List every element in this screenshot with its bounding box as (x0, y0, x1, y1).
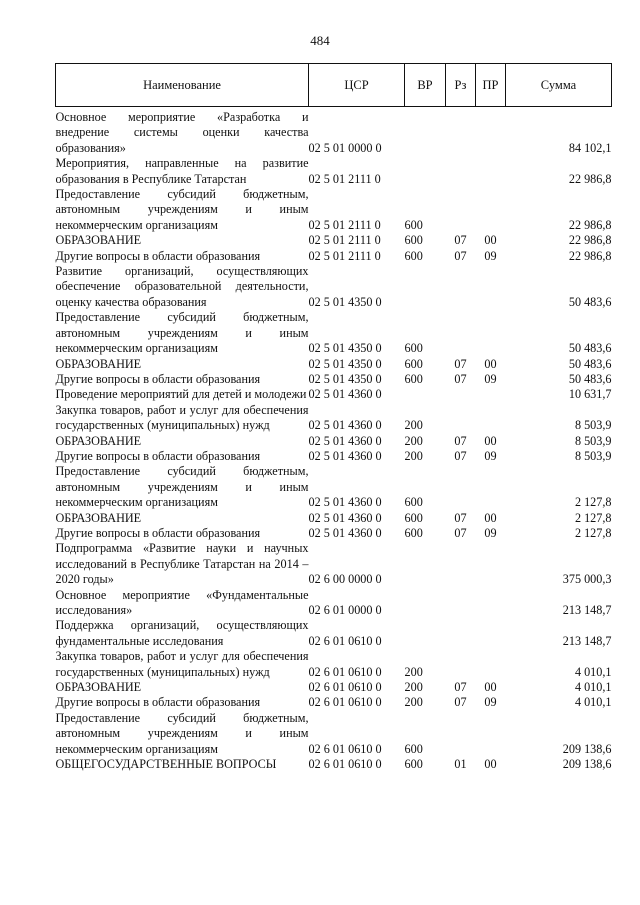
cell-name: Закупка товаров, работ и услуг для обеспечения государственных (муниципальных) нужд (55, 402, 309, 433)
cell-rz (446, 264, 476, 310)
cell-name: Развитие организаций, осуществляющих обеспечение образовательной деятельности, оценку качества образования (55, 264, 309, 309)
cell-pr (476, 464, 506, 510)
cell-name: Другие вопросы в области образования (55, 248, 261, 263)
cell-csr: 02 5 01 4360 0 (308, 418, 382, 433)
cell-pr: 00 (484, 757, 497, 772)
cell-name: Поддержка организаций, осуществляющих фундаментальные исследования (55, 618, 309, 648)
cell-pr: 00 (484, 433, 497, 448)
cell-csr: 02 6 01 0610 0 (308, 680, 382, 695)
header-pr: ПР (476, 64, 506, 107)
cell-vr (405, 588, 446, 619)
cell-vr: 200 (404, 664, 423, 679)
table-row (56, 449, 612, 464)
cell-vr: 600 (404, 233, 423, 248)
cell-rz (446, 464, 476, 510)
cell-name: Основное мероприятие «Фундаментальные исследования» (55, 587, 309, 617)
table-row (56, 310, 612, 356)
cell-csr: 02 5 01 4350 0 (308, 294, 382, 309)
table-row (56, 618, 612, 649)
cell-name: Подпрограмма «Развитие науки и научных исследований в Республике Татарстан на 2014 – 2020 годы» (55, 541, 309, 587)
cell-pr (476, 387, 506, 402)
cell-pr: 09 (484, 695, 497, 710)
cell-sum: 50 483,6 (568, 356, 612, 371)
cell-rz (446, 711, 476, 757)
cell-csr: 02 5 01 2111 0 (308, 217, 381, 232)
cell-pr: 09 (484, 525, 497, 540)
table-row (56, 372, 612, 387)
table-row (56, 511, 612, 526)
cell-sum: 50 483,6 (568, 294, 612, 309)
cell-csr: 02 6 01 0610 0 (308, 664, 382, 679)
cell-vr (405, 156, 446, 187)
cell-sum: 8 503,9 (574, 433, 612, 448)
table-row (56, 107, 612, 157)
cell-vr: 600 (404, 341, 423, 356)
cell-csr: 02 5 01 4360 0 (308, 525, 382, 540)
cell-name: Другие вопросы в области образования (55, 448, 261, 463)
cell-sum: 22 986,8 (568, 248, 612, 263)
cell-rz (446, 187, 476, 233)
cell-name: Мероприятия, направленные на развитие образования в Республике Татарстан (55, 156, 309, 186)
cell-sum: 213 148,7 (562, 633, 612, 648)
cell-csr: 02 6 01 0610 0 (308, 757, 382, 772)
cell-name: Предоставление субсидий бюджетным, автономным учреждениям и иным некоммерческим организациям (55, 464, 309, 510)
table-row (56, 588, 612, 619)
cell-name: Закупка товаров, работ и услуг для обеспечения государственных (муниципальных) нужд (55, 649, 309, 679)
cell-pr (476, 156, 506, 187)
cell-sum: 8 503,9 (574, 418, 612, 433)
cell-rz: 07 (454, 695, 467, 710)
cell-csr: 02 5 01 4350 0 (308, 371, 382, 386)
cell-sum: 4 010,1 (574, 664, 612, 679)
cell-pr (476, 264, 506, 310)
cell-sum: 8 503,9 (574, 448, 612, 463)
cell-sum: 22 986,8 (568, 233, 612, 248)
cell-name: Предоставление субсидий бюджетным, автономным учреждениям и иным некоммерческим организациям (55, 310, 309, 356)
cell-sum: 2 127,8 (574, 525, 612, 540)
cell-vr (405, 387, 446, 402)
cell-csr: 02 6 01 0610 0 (308, 741, 382, 756)
table-header (56, 64, 612, 107)
cell-rz: 07 (454, 525, 467, 540)
cell-csr: 02 5 01 4360 0 (308, 433, 382, 448)
table-row (56, 387, 612, 402)
table-row (56, 233, 612, 248)
cell-rz (446, 107, 476, 157)
cell-pr: 00 (484, 356, 497, 371)
header-vr: ВР (405, 64, 446, 107)
cell-sum: 10 631,7 (568, 387, 612, 402)
cell-pr (476, 588, 506, 619)
cell-vr: 600 (404, 217, 423, 232)
cell-pr (476, 649, 506, 680)
cell-vr (405, 618, 446, 649)
cell-sum: 50 483,6 (568, 371, 612, 386)
cell-csr: 02 5 01 4360 0 (308, 448, 382, 463)
header-sum: Сумма (506, 64, 612, 107)
cell-csr: 02 5 01 0000 0 (308, 140, 382, 155)
header-name: Наименование (56, 64, 309, 107)
cell-vr: 200 (404, 433, 423, 448)
table-row (56, 434, 612, 449)
cell-pr (476, 541, 506, 587)
cell-name: Предоставление субсидий бюджетным, автономным учреждениям и иным некоммерческим организациям (55, 710, 309, 756)
cell-vr (405, 541, 446, 587)
cell-vr: 600 (404, 525, 423, 540)
cell-rz: 07 (454, 510, 467, 525)
cell-sum: 22 986,8 (568, 171, 612, 186)
cell-sum: 4 010,1 (574, 680, 612, 695)
cell-csr: 02 5 01 2111 0 (308, 248, 381, 263)
cell-csr: 02 6 01 0000 0 (308, 603, 382, 617)
cell-name: ОБРАЗОВАНИЕ (55, 356, 142, 371)
cell-rz (446, 649, 476, 680)
table-row (56, 464, 612, 510)
cell-sum: 209 138,6 (562, 757, 612, 772)
cell-vr: 600 (404, 495, 423, 510)
cell-pr (476, 187, 506, 233)
cell-vr: 600 (404, 741, 423, 756)
cell-vr (405, 107, 446, 157)
cell-rz: 07 (454, 248, 467, 263)
cell-rz: 07 (454, 680, 467, 695)
cell-vr: 200 (404, 418, 423, 433)
cell-vr (405, 264, 446, 310)
cell-name: Предоставление субсидий бюджетным, автономным учреждениям и иным некоммерческим организациям (55, 187, 309, 232)
cell-pr (476, 618, 506, 649)
cell-csr: 02 5 01 2111 0 (308, 171, 381, 186)
table-row (56, 526, 612, 541)
cell-pr (476, 711, 506, 757)
cell-sum: 84 102,1 (568, 140, 612, 155)
table-row (56, 357, 612, 372)
table-row (56, 680, 612, 695)
cell-csr: 02 5 01 4350 0 (308, 356, 382, 371)
cell-vr: 600 (404, 371, 423, 386)
cell-csr: 02 5 01 4350 0 (308, 341, 382, 356)
cell-rz (446, 310, 476, 356)
cell-vr: 600 (404, 510, 423, 525)
cell-vr: 600 (404, 248, 423, 263)
cell-pr: 09 (484, 371, 497, 386)
cell-rz (446, 541, 476, 587)
cell-rz: 07 (454, 233, 467, 248)
cell-rz: 07 (454, 356, 467, 371)
header-csr: ЦСР (309, 64, 405, 107)
cell-rz (446, 387, 476, 402)
table-row (56, 156, 612, 187)
cell-csr: 02 5 01 4360 0 (308, 495, 382, 510)
cell-sum: 213 148,7 (562, 603, 612, 617)
cell-pr (476, 107, 506, 157)
table-row (56, 695, 612, 710)
table-row (56, 264, 612, 310)
budget-table (55, 63, 612, 772)
cell-rz: 01 (454, 757, 467, 772)
cell-rz (446, 618, 476, 649)
header-rz: Рз (446, 64, 476, 107)
cell-name: ОБРАЗОВАНИЕ (55, 510, 142, 525)
cell-sum: 2 127,8 (574, 495, 612, 510)
cell-rz: 07 (454, 448, 467, 463)
cell-csr: 02 6 00 0000 0 (308, 572, 382, 587)
cell-rz (446, 588, 476, 619)
cell-vr: 600 (404, 356, 423, 371)
cell-csr: 02 6 01 0610 0 (308, 695, 382, 710)
cell-pr: 09 (484, 248, 497, 263)
cell-name: Другие вопросы в области образования (55, 525, 261, 540)
cell-vr: 200 (404, 448, 423, 463)
cell-csr: 02 6 01 0610 0 (308, 633, 382, 648)
cell-name: Основное мероприятие «Разработка и внедрение системы оценки качества образования» (55, 110, 309, 155)
table-body (56, 107, 612, 773)
cell-rz: 07 (454, 371, 467, 386)
table-row (56, 249, 612, 264)
cell-rz (446, 156, 476, 187)
cell-sum: 22 986,8 (568, 217, 612, 232)
cell-name: ОБРАЗОВАНИЕ (55, 433, 142, 448)
cell-vr: 200 (404, 680, 423, 695)
cell-pr: 00 (484, 233, 497, 248)
page-number: 484 (310, 33, 330, 48)
cell-sum: 50 483,6 (568, 341, 612, 356)
cell-pr (476, 310, 506, 356)
cell-name: Проведение мероприятий для детей и молодежи (55, 387, 307, 402)
cell-pr: 00 (484, 680, 497, 695)
cell-csr: 02 5 01 4360 0 (308, 510, 382, 525)
table-row (56, 711, 612, 757)
cell-sum: 375 000,3 (562, 572, 612, 587)
cell-name: Другие вопросы в области образования (55, 371, 261, 386)
cell-csr: 02 5 01 2111 0 (308, 233, 381, 248)
table-row (56, 187, 612, 233)
table-row (56, 403, 612, 434)
cell-name: ОБЩЕГОСУДАРСТВЕННЫЕ ВОПРОСЫ (55, 757, 277, 772)
cell-pr (476, 403, 506, 434)
cell-sum: 2 127,8 (574, 510, 612, 525)
cell-vr: 600 (404, 757, 423, 772)
cell-pr: 00 (484, 510, 497, 525)
cell-rz (446, 403, 476, 434)
cell-name: ОБРАЗОВАНИЕ (55, 233, 142, 248)
cell-sum: 209 138,6 (562, 741, 612, 756)
cell-name: ОБРАЗОВАНИЕ (55, 680, 142, 695)
cell-csr: 02 5 01 4360 0 (308, 387, 382, 402)
cell-sum: 4 010,1 (574, 695, 612, 710)
table-row (56, 757, 612, 772)
table-row (56, 541, 612, 587)
cell-rz: 07 (454, 433, 467, 448)
table-row (56, 649, 612, 680)
cell-vr: 200 (404, 695, 423, 710)
cell-pr: 09 (484, 448, 497, 463)
cell-name: Другие вопросы в области образования (55, 695, 261, 710)
